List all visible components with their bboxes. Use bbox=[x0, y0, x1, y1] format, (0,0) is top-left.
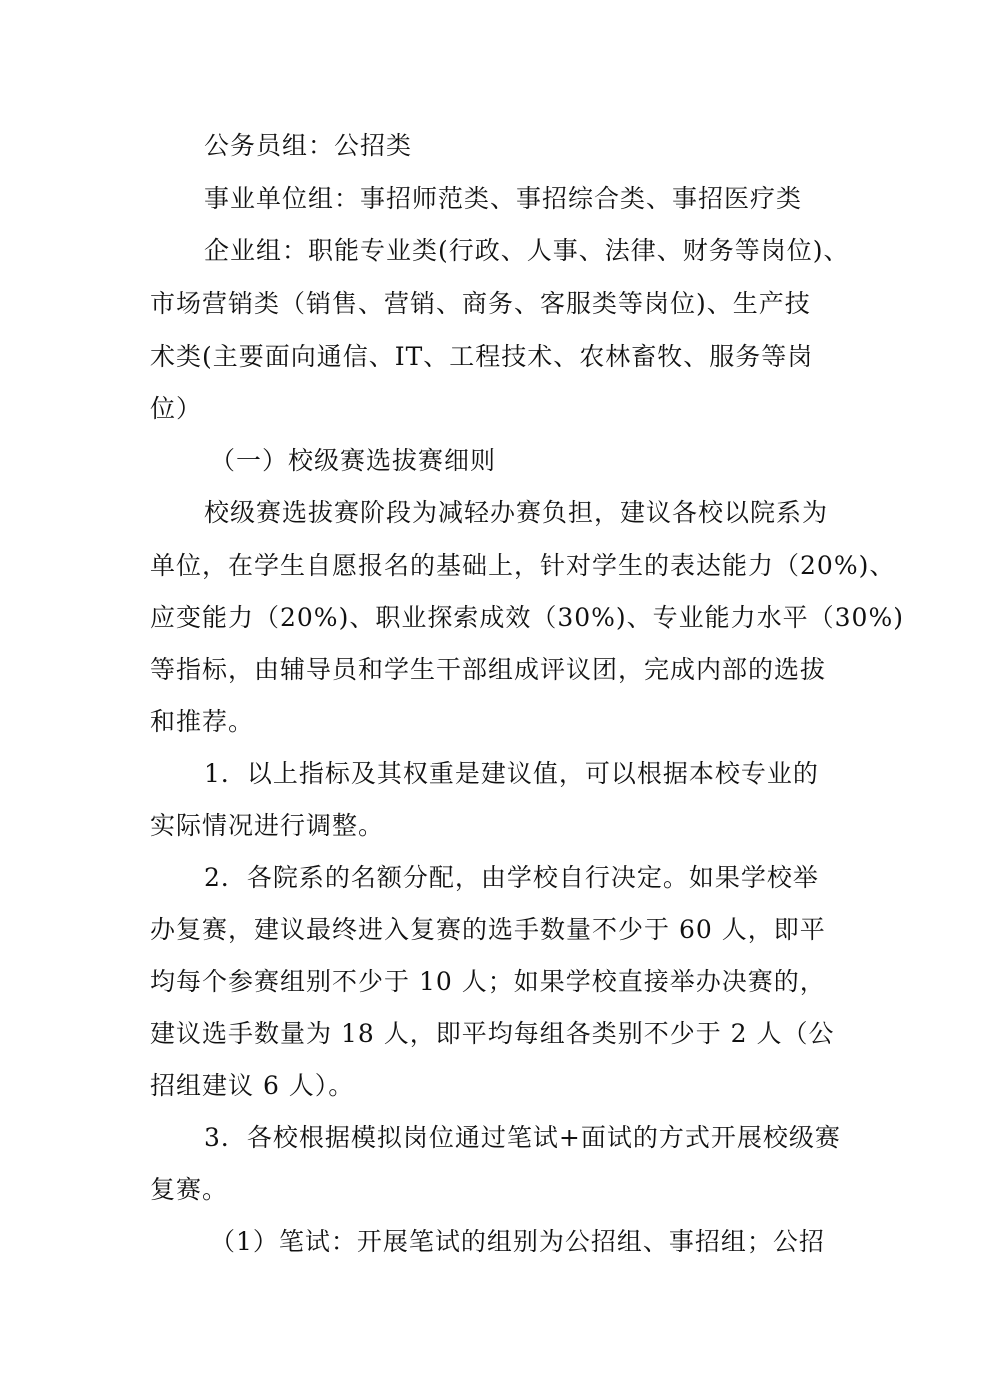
list-item-1-line1: 1．以上指标及其权重是建议值，可以根据本校专业的 bbox=[204, 759, 819, 788]
list-item-3-line1: 3．各校根据模拟岗位通过笔试+面试的方式开展校级赛 bbox=[204, 1123, 841, 1152]
sub-item-1-line1: （1）笔试：开展笔试的组别为公招组、事招组；公招 bbox=[210, 1227, 825, 1256]
paragraph-line: 和推荐。 bbox=[150, 707, 255, 736]
list-item-2-line2: 办复赛，建议最终进入复赛的选手数量不少于 60 人，即平 bbox=[150, 915, 826, 944]
list-item-2-line4: 建议选手数量为 18 人，即平均每组各类别不少于 2 人（公 bbox=[150, 1019, 835, 1048]
list-item-1-line2: 实际情况进行调整。 bbox=[150, 811, 385, 840]
paragraph-line: 单位，在学生自愿报名的基础上，针对学生的表达能力（20%)、 bbox=[150, 551, 896, 580]
list-item-2-line5: 招组建议 6 人）。 bbox=[150, 1071, 355, 1100]
category-enterprise-line4: 位） bbox=[150, 394, 203, 423]
category-civil-servant: 公务员组：公招类 bbox=[204, 131, 413, 160]
category-enterprise-line2: 市场营销类（销售、营销、商务、客服类等岗位)、生产技 bbox=[150, 289, 811, 318]
list-item-2-line3: 均每个参赛组别不少于 10 人；如果学校直接举办决赛的， bbox=[150, 967, 826, 996]
category-enterprise-line3: 术类(主要面向通信、IT、工程技术、农林畜牧、服务等岗 bbox=[150, 342, 814, 371]
paragraph-line: 等指标，由辅导员和学生干部组成评议团，完成内部的选拔 bbox=[150, 655, 827, 684]
paragraph-line: 应变能力（20%)、职业探索成效（30%)、专业能力水平（30%) bbox=[150, 603, 904, 632]
list-item-2-line1: 2．各院系的名额分配，由学校自行决定。如果学校举 bbox=[204, 863, 819, 892]
section-heading: （一）校级赛选拔赛细则 bbox=[210, 446, 497, 475]
category-enterprise-line1: 企业组：职能专业类(行政、人事、法律、财务等岗位)、 bbox=[204, 236, 850, 265]
paragraph-line: 校级赛选拔赛阶段为减轻办赛负担，建议各校以院系为 bbox=[204, 498, 829, 527]
category-public-institution: 事业单位组：事招师范类、事招综合类、事招医疗类 bbox=[204, 184, 803, 213]
list-item-3-line2: 复赛。 bbox=[150, 1175, 229, 1204]
